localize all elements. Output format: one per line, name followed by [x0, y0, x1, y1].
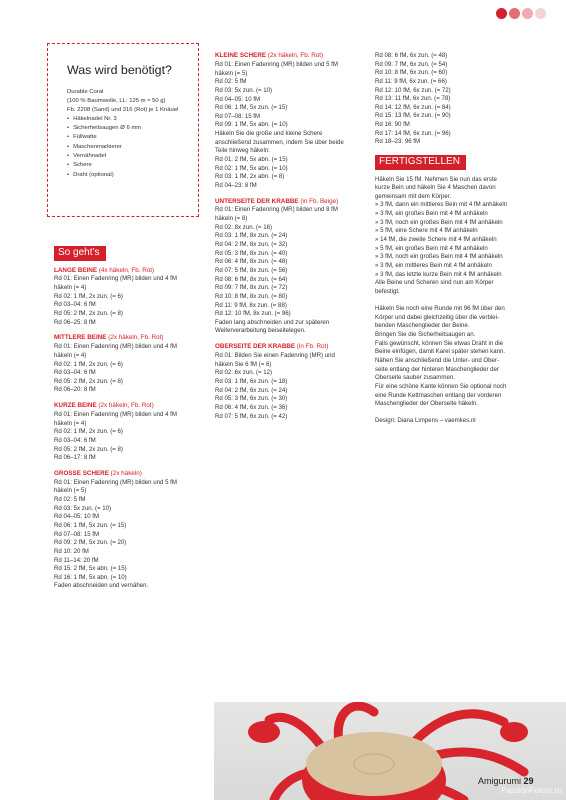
instruction-line: Rd 02: 1 fM, 2x zun. (= 6) [54, 428, 123, 436]
section-heading [54, 402, 204, 411]
section-title: UNTERSEITE DER KRABBE [215, 197, 299, 205]
instruction-line: Rd 02: 6x zun. (= 12) [215, 369, 273, 377]
instruction-line: Rd 07: 5 fM, 8x zun. (= 56) [215, 266, 288, 274]
instruction-line: Rd 03: 5x zun. (= 10) [54, 504, 112, 512]
column-left-body [54, 267, 204, 592]
finish-instructions [375, 176, 525, 426]
instruction-line: » 3 fM, noch ein großes Bein mit 4 fM anhäkeln [375, 253, 503, 261]
instruction-line: Rd 03: 1 fM, 2x abn. (= 8) [215, 173, 285, 181]
instruction-line: häkeln (= 5) [215, 69, 248, 77]
instruction-line: Rd 15: 2 fM, 5x abn. (= 15) [54, 565, 127, 573]
section-title: GROSSE SCHERE [54, 469, 109, 477]
instruction-line: Rd 02: 1 fM, 2x zun. (= 6) [54, 292, 123, 300]
column-middle-body [215, 52, 365, 421]
finish-banner: FERTIGSTELLEN [375, 155, 466, 170]
instruction-line: Rd 03–04: 6 fM [54, 436, 96, 444]
instruction-line: gemeinsam mit dem Körper. [375, 192, 452, 200]
instruction-line: » 3 fM, noch ein großes Bein mit 4 fM anhäkeln [375, 218, 503, 226]
instruction-line: Rd 06–17: 8 fM [54, 454, 96, 462]
instruction-line: Rd 03: 5x zun. (= 10) [215, 86, 273, 94]
instruction-line: Rd 03: 1 fM, 6x zun. (= 18) [215, 377, 288, 385]
instruction-line: Rd 05: 2 fM, 2x zun. (= 8) [54, 445, 123, 453]
instruction-line: Rd 02: 1 fM, 2x zun. (= 6) [54, 360, 123, 368]
instruction-line: Rd 06–25: 8 fM [54, 318, 96, 326]
instruction-line: kurze Bein und häkeln Sie 4 Maschen davon [375, 184, 496, 192]
instruction-line: Häkeln Sie die große und kleine Schere [215, 130, 323, 138]
instruction-line: Rd 11: 9 fM, 8x zun. (= 88) [215, 301, 287, 309]
instruction-line: Faden abschneiden und vernähen. [54, 582, 149, 590]
instruction-line: befestigt. [375, 287, 400, 295]
instruction-line: Rd 09: 7 fM, 8x zun. (= 72) [215, 284, 288, 292]
section-heading [215, 52, 365, 61]
instruction-line: Oberseite sauber zusammen. [375, 374, 455, 382]
instruction-line: » 14 fM, die zweite Schere mit 4 fM anhäkeln [375, 236, 497, 244]
instruction-line: Rd 09: 1 fM, 5x abn. (= 10) [215, 121, 288, 129]
instruction-line: Rd 05: 3 fM, 6x zun. (= 30) [215, 395, 288, 403]
instruction-line: Rd 10: 20 fM [54, 547, 89, 555]
section-gap [215, 336, 365, 343]
howto-banner: So geht’s [54, 246, 106, 261]
materials-item: • Maschenmarkierer [67, 143, 188, 152]
instruction-line: Rd 09: 2 fM, 5x zun. (= 20) [54, 539, 127, 547]
instruction-line: häkeln (= 8) [215, 215, 248, 223]
instruction-line: Beine einfügen, damit Karel später stehen kann. [375, 348, 506, 356]
instruction-line: Rd 01: Einen Fadenring (MR) bilden und 5 fM [54, 478, 177, 486]
instruction-line: benden Maschenglieder der Beine. [375, 322, 470, 330]
instruction-line: Häkeln Sie noch eine Runde mit 96 fM über den [375, 305, 505, 313]
instruction-line: Alle Beine und Scheren sind nun am Körper [375, 279, 494, 287]
instruction-line: Nähen Sie anschließend die Unter- und Ober- [375, 356, 499, 364]
section-gap [215, 191, 365, 198]
yarn-line: Durable Coral [67, 88, 104, 95]
header-dots [496, 8, 546, 19]
crab-leg [414, 714, 504, 742]
instruction-line: Rd 12: 10 fM, 6x zun. (= 72) [375, 86, 451, 94]
instruction-line: Rd 04–05: 10 fM [215, 95, 261, 103]
header-dot [509, 8, 520, 19]
instruction-line: Rd 01: Einen Fadenring (MR) bilden und 4 fM [54, 275, 177, 283]
instruction-line: Rd 06: 1 fM, 5x zun. (= 15) [54, 521, 127, 529]
section-subtitle: (in Fb. Beige) [298, 197, 339, 205]
instruction-line: Rd 02: 8x zun. (= 16) [215, 223, 273, 231]
instruction-line: häkeln (= 4) [54, 419, 87, 427]
watermark: PassionForum.ru [501, 785, 562, 795]
instruction-line: Für eine schöne Kante können Sie optional noch [375, 382, 507, 390]
instruction-line: Rd 03–04: 6 fM [54, 369, 96, 377]
page-number: 29 [523, 776, 534, 786]
instruction-line: » 3 fM, ein mittleres Bein mit 4 fM anhäkeln [375, 261, 492, 269]
instruction-line: Rd 03–04: 6 fM [54, 301, 96, 309]
instruction-line: » 5 fM, eine Schere mit 4 fM anhäkeln [375, 227, 478, 235]
instruction-line: Rd 04–05: 10 fM [54, 513, 100, 521]
section-subtitle: (2x häkeln) [108, 469, 142, 477]
instruction-line: Rd 09: 7 fM, 6x zun. (= 54) [375, 60, 448, 68]
instruction-line: Faden lang abschneiden und zur späteren [215, 318, 330, 326]
instruction-line: Rd 11–14: 20 fM [54, 556, 99, 564]
instruction-line: Rd 03: 1 fM, 8x zun. (= 24) [215, 232, 288, 240]
instruction-line: seite entlang der hinteren Maschenglieder der [375, 365, 499, 373]
materials-item: • Sicherheitsaugen Ø 6 mm [67, 124, 188, 133]
materials-item: • Füllwatte [67, 133, 188, 142]
instruction-line: Falls gewünscht, können Sie etwas Draht in die [375, 339, 504, 347]
instruction-line: » 3 fM, das letzte kurze Bein mit 4 fM anhäkeln [375, 270, 502, 278]
magazine-name: Amigurumi [478, 776, 522, 786]
crab-underside [306, 732, 442, 796]
instruction-line: Rd 14: 12 fM, 6x zun. (= 84) [375, 103, 451, 111]
instruction-line: » 5 fM, ein großes Bein mit 4 fM anhäkeln [375, 244, 488, 252]
section-heading [215, 343, 365, 352]
instruction-line: Weiterverarbeitung beiseitelegen. [215, 327, 306, 335]
section-title: KLEINE SCHERE [215, 52, 267, 59]
instruction-line: häkeln Sie 6 fM (= 6) [215, 360, 272, 368]
instruction-line: Rd 02: 5 fM [215, 78, 247, 86]
instruction-line: Rd 02: 1 fM, 5x abn. (= 10) [215, 164, 288, 172]
instruction-line: Rd 07–08: 15 fM [54, 530, 100, 538]
section-title: KURZE BEINE [54, 402, 97, 410]
instruction-line: » 3 fM, dann ein mittleres Bein mit 4 fM anhäkeln [375, 201, 508, 209]
instruction-line: Rd 06: 4 fM, 6x zun. (= 36) [215, 403, 288, 411]
section-subtitle: (2x häkeln, Fb. Rot) [106, 334, 164, 342]
materials-list [67, 115, 188, 180]
section-subtitle: (2x häkeln, Fb. Rot) [266, 52, 324, 59]
section-subtitle: (2x häkeln, Fb. Rot) [96, 402, 154, 410]
instruction-line: Rd 01: Einen Fadenring (MR) bilden und 4 fM [54, 343, 177, 351]
materials-box [47, 43, 199, 217]
section-heading [215, 198, 365, 207]
instruction-line: Rd 07: 5 fM, 6x zun. (= 42) [215, 412, 288, 420]
section-heading [54, 470, 204, 479]
instruction-line: Maschenglieder der Oberseite häkeln. [375, 400, 478, 408]
instruction-line: Rd 15: 13 fM, 6x zun. (= 90) [375, 112, 451, 120]
instruction-line: Rd 08: 6 fM, 6x zun. (= 48) [375, 52, 448, 59]
instruction-line [375, 409, 525, 418]
section-gap [54, 395, 204, 402]
instruction-line: Rd 05: 3 fM, 8x zun. (= 40) [215, 249, 288, 257]
section-subtitle: (in Fb. Rot) [295, 343, 329, 351]
instruction-line: eine Runde Kettmaschen entlang der vorderen [375, 391, 502, 399]
instruction-line: Design: Diana Limpens – vaemkes.nl [375, 417, 476, 425]
section-title: LANGE BEINE [54, 266, 98, 274]
instruction-line: Rd 08: 6 fM, 8x zun. (= 64) [215, 275, 288, 283]
crab-claw [500, 722, 528, 742]
instruction-line: Körper und dabei gleichzeitig über die verblei- [375, 313, 499, 321]
instruction-line: Rd 01: Einen Fadenring (MR) bilden und 4 fM [54, 411, 177, 418]
yarn-line: (100 % Baumwolle, LL: 125 m ≈ 50 g) [67, 97, 166, 104]
instruction-line: Rd 18–23: 96 fM [375, 138, 421, 146]
column-left [54, 246, 204, 591]
materials-item: • Häkelnadel Nr. 3 [67, 115, 188, 124]
section-title: MITTLERE BEINE [54, 334, 107, 342]
instruction-line [375, 297, 525, 306]
instruction-line: Rd 13: 11 fM, 6x zun. (= 78) [375, 95, 451, 103]
instruction-line: Rd 05: 2 fM, 2x zun. (= 8) [54, 377, 123, 385]
instruction-line: Rd 04–23: 8 fM [215, 181, 257, 189]
instruction-line: Teile hinweg häkeln: [215, 147, 270, 155]
instruction-line: Rd 04: 2 fM, 8x zun. (= 32) [215, 241, 288, 249]
instruction-line: Rd 01: Einen Fadenring (MR) bilden und 8 fM [215, 206, 338, 214]
instruction-line: Rd 10: 8 fM, 8x zun. (= 80) [215, 292, 288, 300]
instruction-line: Rd 04: 2 fM, 6x zun. (= 24) [215, 386, 288, 394]
instruction-line: Rd 16: 1 fM, 5x abn. (= 10) [54, 573, 127, 581]
instruction-line: Rd 02: 5 fM [54, 496, 86, 504]
instruction-line: Bringen Sie die Sicherheitsaugen an. [375, 331, 476, 339]
instruction-line: häkeln (= 4) [54, 351, 87, 359]
top-rounds-continued [375, 52, 525, 147]
instruction-line: Rd 07–08: 15 fM [215, 112, 261, 120]
materials-title: Was wird benötigt? [67, 63, 172, 77]
instruction-line: Rd 05: 2 fM, 2x zun. (= 8) [54, 310, 123, 317]
instruction-line: » 3 fM, ein großes Bein mit 4 fM anhäkeln [375, 210, 488, 218]
crab-claw [248, 721, 280, 743]
instruction-line: anschließend zusammen, indem Sie über beide [215, 138, 344, 146]
section-heading [54, 267, 204, 276]
materials-item: • Draht (optional) [67, 171, 188, 180]
instruction-line: Rd 06: 4 fM, 8x zun. (= 48) [215, 258, 288, 266]
instruction-line: Rd 06: 1 fM, 5x zun. (= 15) [215, 104, 288, 112]
instruction-line: Rd 01: Bilden Sie einen Fadenring (MR) und [215, 352, 335, 360]
section-subtitle: (4x häkeln, Fb. Rot) [97, 266, 155, 274]
instruction-line: häkeln (= 5) [54, 487, 87, 495]
materials-item: • Vernähnadel [67, 152, 188, 161]
instruction-line: Rd 10: 8 fM, 6x zun. (= 60) [375, 69, 448, 77]
section-gap [54, 327, 204, 334]
instruction-line: Rd 17: 14 fM, 6x zun. (= 96) [375, 129, 451, 137]
instruction-line: Rd 12: 10 fM, 8x zun. (= 96) [215, 310, 291, 318]
section-title: OBERSEITE DER KRABBE [215, 343, 296, 351]
instruction-line: Rd 01: 2 fM, 5x abn. (= 15) [215, 155, 288, 163]
instruction-line: häkeln (= 4) [54, 284, 87, 292]
header-dot [522, 8, 533, 19]
section-gap [54, 463, 204, 470]
instruction-line: Rd 16: 90 fM [375, 121, 410, 129]
column-middle [215, 52, 365, 421]
header-dot [496, 8, 507, 19]
column-right [375, 52, 525, 426]
instruction-line: Rd 01: Einen Fadenring (MR) bilden und 5 fM [215, 60, 338, 68]
instruction-line: Häkeln Sie 15 fM. Nehmen Sie nun das erste [375, 175, 497, 183]
header-dot [535, 8, 546, 19]
materials-item: • Schere [67, 161, 188, 170]
instruction-line: Rd 06–20: 8 fM [54, 386, 96, 394]
instruction-line: Rd 11: 9 fM, 6x zun. (= 66) [375, 77, 447, 85]
section-heading [54, 334, 204, 343]
yarn-line: Fb. 2208 (Sand) und 316 (Rot) je 1 Knäuel [67, 106, 179, 113]
